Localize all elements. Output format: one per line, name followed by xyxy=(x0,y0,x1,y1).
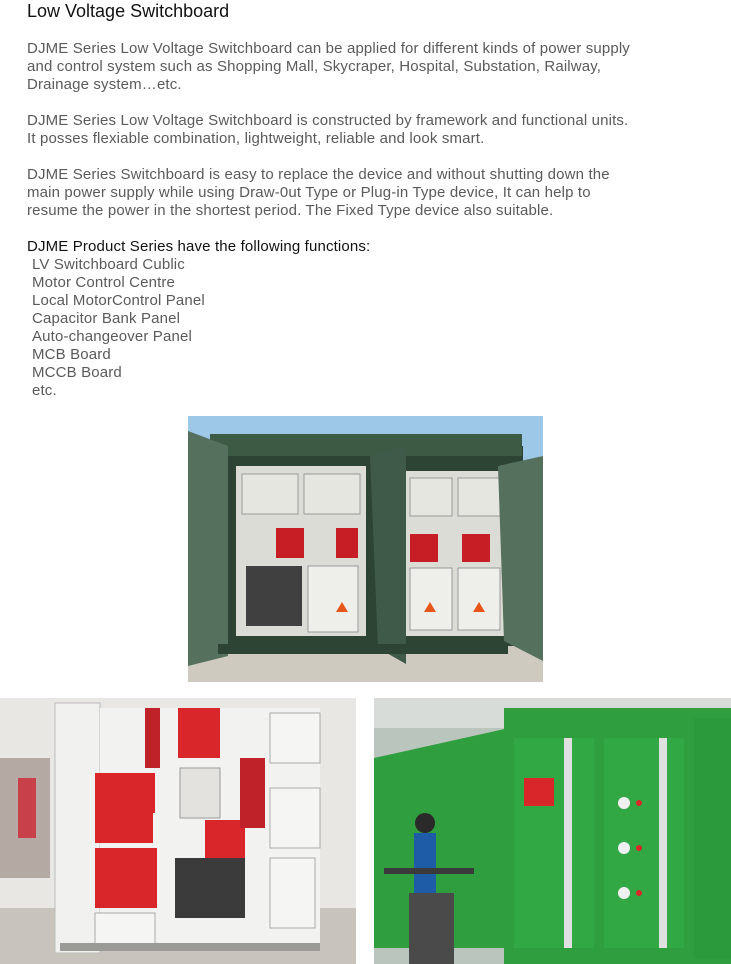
function-item: Capacitor Bank Panel xyxy=(32,310,181,327)
function-item: Motor Control Centre xyxy=(32,274,176,291)
red-white-switchboard-photo xyxy=(0,698,356,964)
function-item: MCB Board xyxy=(32,346,111,363)
intro-paragraph: DJME Series Low Voltage Switchboard can be applied for different kinds of power supply and control system such as Shopping Mall, Skycraper, Hospital, Substation, Railway, Drainage system…etc. xyxy=(27,40,630,93)
function-item: etc. xyxy=(32,382,57,399)
function-item: MCCB Board xyxy=(32,364,122,381)
function-item: Local MotorControl Panel xyxy=(32,292,205,309)
function-item: Auto-changeover Panel xyxy=(32,328,192,345)
green-switchboard-photo xyxy=(374,698,731,964)
function-item: LV Switchboard Cublic xyxy=(32,256,185,273)
outdoor-enclosure-photo xyxy=(188,416,543,682)
functions-list xyxy=(32,256,205,400)
functions-heading: DJME Product Series have the following functions: xyxy=(27,238,371,255)
construction-paragraph: DJME Series Low Voltage Switchboard is constructed by framework and functional units. It posses flexiable combination, lightweight, reliable and look smart. xyxy=(27,112,629,147)
replacement-paragraph: DJME Series Switchboard is easy to replace the device and without shutting down the main power supply while using Draw-0ut Type or Plug-in Type device, It can help to resume the power in the shortest period. The Fixed Type device also suitable. xyxy=(27,166,610,219)
page-title: Low Voltage Switchboard xyxy=(27,1,230,21)
